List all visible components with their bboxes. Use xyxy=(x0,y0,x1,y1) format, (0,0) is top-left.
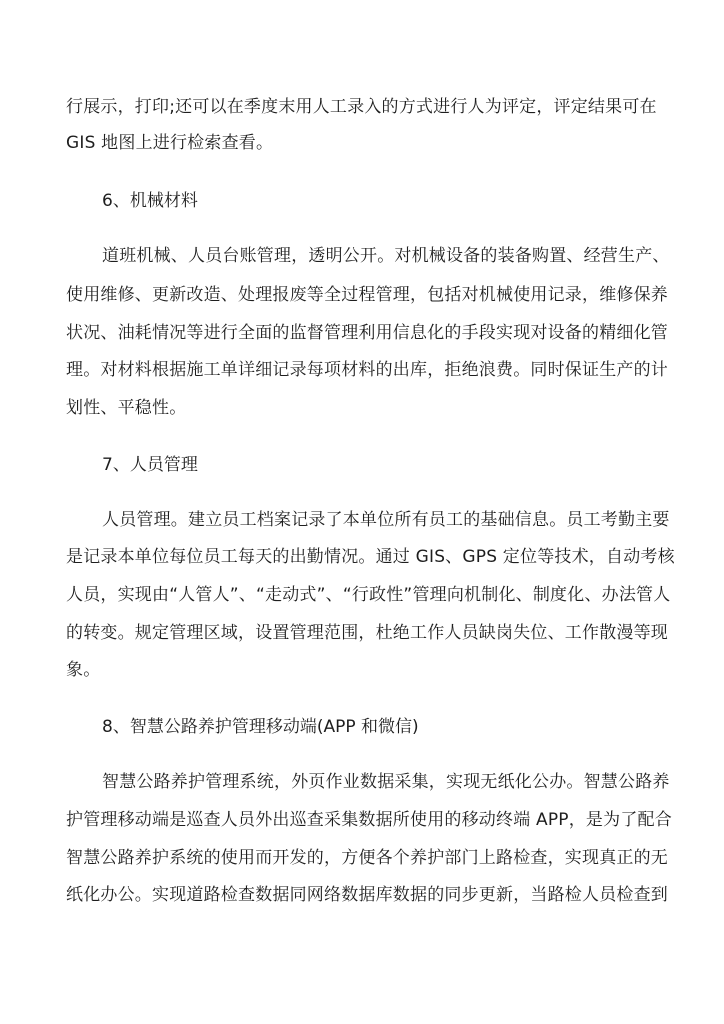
section-6-line-3: 状况、油耗情况等进行全面的监督管理利用信息化的手段实现对设备的精细化管 xyxy=(66,323,668,343)
intro-line-2: GIS 地图上进行检索查看。 xyxy=(66,133,274,153)
section-8-line-3: 智慧公路养护系统的使用而开发的，方便各个养护部门上路检查，实现真正的无 xyxy=(66,848,668,868)
section-7-line-1: 人员管理。建立员工档案记录了本单位所有员工的基础信息。员工考勤主要 xyxy=(102,510,670,530)
section-7-line-5: 象。 xyxy=(66,660,101,680)
section-8-line-4: 纸化办公。实现道路检查数据同网络数据库数据的同步更新，当路检人员检查到 xyxy=(66,885,668,905)
section-6-line-1: 道班机械、人员台账管理，透明公开。对机械设备的装备购置、经营生产、 xyxy=(102,246,670,266)
section-7-heading: 7、人员管理 xyxy=(102,455,198,475)
section-7-line-2: 是记录本单位每位员工每天的出勤情况。通过 GIS、GPS 定位等技术，自动考核 xyxy=(66,547,675,567)
section-6-line-2: 使用维修、更新改造、处理报废等全过程管理，包括对机械使用记录，维修保养 xyxy=(66,285,668,305)
section-7-line-4: 的转变。规定管理区域，设置管理范围，杜绝工作人员缺岗失位、工作散漫等现 xyxy=(66,623,668,643)
intro-line-1: 行展示，打印;还可以在季度末用人工录入的方式进行人为评定，评定结果可在 xyxy=(66,97,657,117)
section-6-line-5: 划性、平稳性。 xyxy=(66,398,187,418)
section-8-line-1: 智慧公路养护管理系统，外页作业数据采集，实现无纸化公办。智慧公路养 xyxy=(102,772,670,792)
section-8-line-2: 护管理移动端是巡查人员外出巡查采集数据所使用的移动终端 APP，是为了配合 xyxy=(66,810,672,830)
section-8-heading: 8、智慧公路养护管理移动端(APP 和微信) xyxy=(102,717,419,737)
section-7-line-3: 人员，实现由“人管人”、“走动式”、“行政性”管理向机制化、制度化、办法管人 xyxy=(66,585,671,605)
section-6-line-4: 理。对材料根据施工单详细记录每项材料的出库，拒绝浪费。同时保证生产的计 xyxy=(66,360,668,380)
section-6-heading: 6、机械材料 xyxy=(102,191,198,211)
